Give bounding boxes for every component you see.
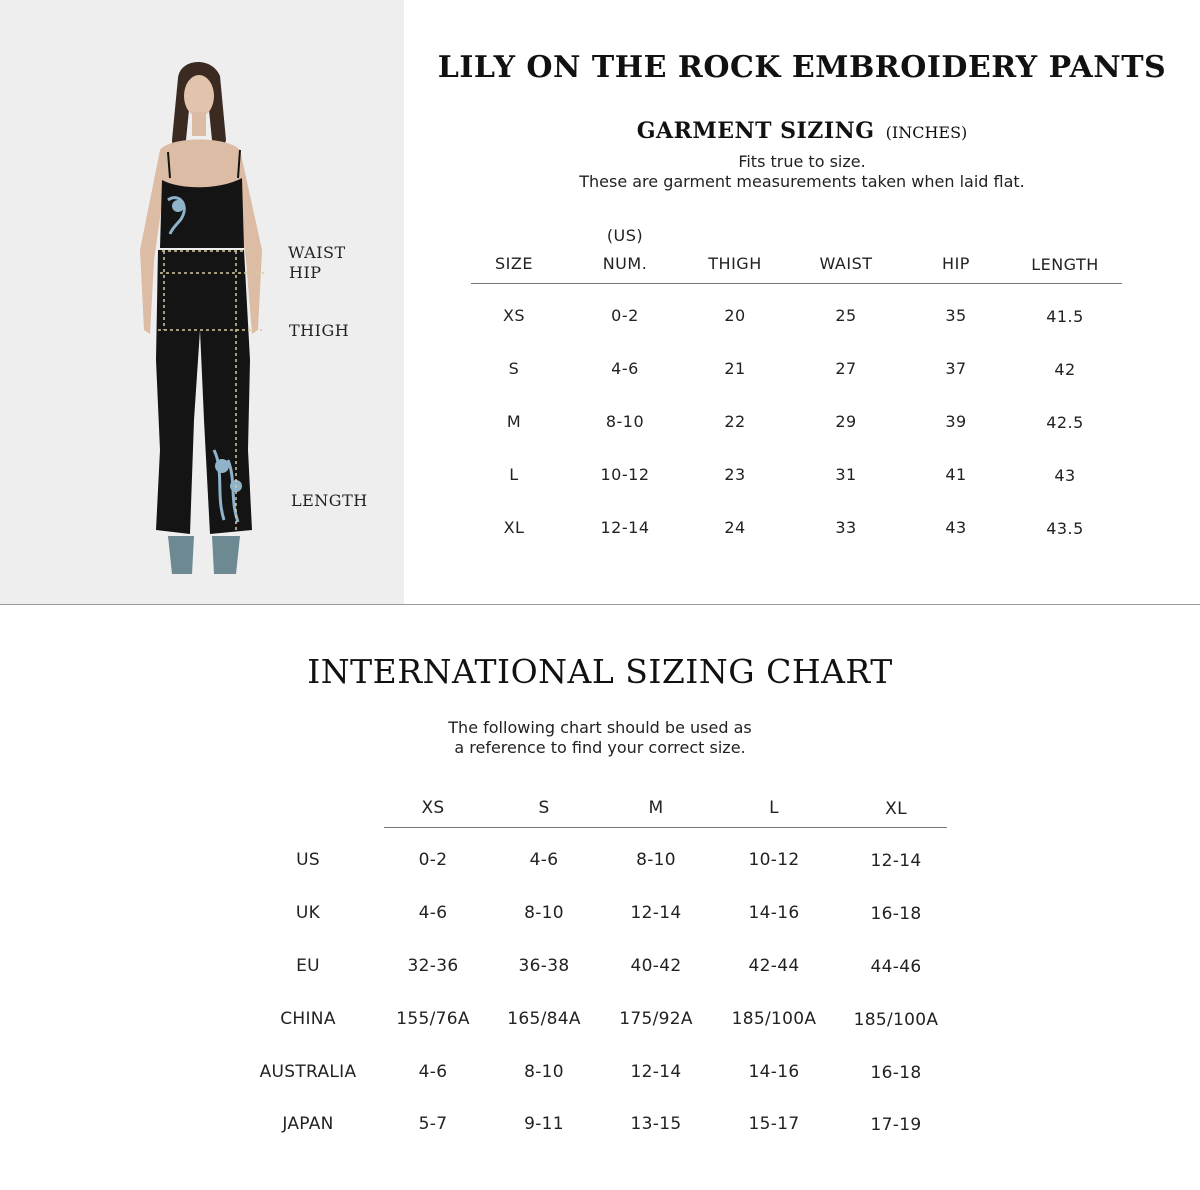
garment-cell: 10-12 [600, 465, 650, 484]
intl-header-l: L [769, 798, 779, 818]
garment-cell: 43.5 [1046, 519, 1084, 538]
international-cell: 15-17 [748, 1114, 800, 1134]
garment-note-line: Fits true to size. [738, 152, 866, 171]
intl-header-xs: XS [421, 798, 445, 818]
international-cell: 155/76A [396, 1009, 470, 1029]
garment-cell: 39 [945, 412, 967, 431]
product-title: LILY ON THE ROCK EMBROIDERY PANTS [437, 50, 1167, 85]
garment-cell: 43 [1054, 466, 1076, 485]
garment-cell: 37 [945, 359, 967, 378]
international-note-line: a reference to find your correct size. [454, 738, 746, 757]
international-cell: 14-16 [748, 903, 800, 923]
garment-cell: 41 [945, 465, 967, 484]
international-cell: 0-2 [418, 850, 448, 870]
header-length: LENGTH [1031, 255, 1099, 274]
garment-sizing-unit: (INCHES) [885, 123, 968, 142]
garment-cell: 35 [945, 306, 967, 325]
header-num: NUM. [602, 254, 648, 273]
hip-measure-label: HIP [289, 263, 322, 282]
garment-cell: 20 [724, 306, 746, 325]
international-cell: 12-14 [630, 1062, 682, 1082]
garment-cell: 8-10 [605, 412, 645, 431]
intl-header-xl: XL [885, 799, 907, 819]
garment-sizing-heading [404, 118, 1200, 144]
section-divider [0, 604, 1200, 605]
intl-header-s: S [538, 798, 550, 818]
region-label: AUSTRALIA [259, 1062, 357, 1082]
header-waist: WAIST [819, 254, 873, 273]
international-cell: 185/100A [731, 1009, 817, 1029]
international-cell: 44-46 [870, 957, 922, 977]
international-cell: 8-10 [524, 903, 564, 923]
international-cell: 165/84A [507, 1009, 581, 1029]
garment-cell: 33 [835, 518, 857, 537]
international-cell: 4-6 [418, 1062, 448, 1082]
waist-measure-label: WAIST [288, 243, 346, 262]
garment-cell: 24 [724, 518, 746, 537]
garment-cell: 29 [835, 412, 857, 431]
garment-cell: 41.5 [1046, 307, 1084, 326]
garment-cell: 42.5 [1046, 413, 1084, 432]
garment-header-rule [471, 283, 1122, 284]
international-header-rule [384, 827, 947, 828]
region-label: US [296, 850, 320, 870]
garment-cell: XL [503, 518, 525, 537]
top-garment [160, 178, 244, 248]
model-illustration [0, 0, 404, 604]
garment-cell: 42 [1054, 360, 1076, 379]
right-shoe [212, 536, 240, 574]
garment-cell: 43 [945, 518, 967, 537]
intl-header-m: M [648, 798, 664, 818]
international-cell: 4-6 [418, 903, 448, 923]
international-cell: 42-44 [748, 956, 800, 976]
international-cell: 12-14 [870, 851, 922, 871]
thigh-measure-label: THIGH [289, 321, 350, 340]
garment-cell: 25 [835, 306, 857, 325]
international-cell: 5-7 [418, 1114, 448, 1134]
international-notes [0, 718, 1200, 758]
international-cell: 4-6 [529, 850, 559, 870]
international-cell: 185/100A [853, 1010, 939, 1030]
international-cell: 10-12 [748, 850, 800, 870]
garment-cell: 31 [835, 465, 857, 484]
international-cell: 13-15 [630, 1114, 682, 1134]
header-hip: HIP [942, 254, 970, 273]
international-cell: 175/92A [619, 1009, 693, 1029]
international-cell: 32-36 [407, 956, 459, 976]
international-cell: 16-18 [870, 904, 922, 924]
region-label: UK [295, 903, 321, 923]
international-cell: 12-14 [630, 903, 682, 923]
garment-cell: M [506, 412, 522, 431]
length-measure-label: LENGTH [291, 491, 368, 510]
garment-cell: XS [502, 306, 526, 325]
header-us: (US) [606, 226, 644, 245]
garment-sizing-title: GARMENT SIZING [636, 118, 875, 144]
international-title: INTERNATIONAL SIZING CHART [307, 652, 893, 691]
garment-cell: 23 [724, 465, 746, 484]
international-cell: 8-10 [524, 1062, 564, 1082]
garment-cell: 0-2 [611, 306, 639, 325]
international-note-line: The following chart should be used as [448, 718, 752, 737]
region-label: CHINA [280, 1009, 336, 1029]
garment-cell: 12-14 [600, 518, 650, 537]
international-cell: 14-16 [748, 1062, 800, 1082]
garment-sizing-notes [404, 152, 1200, 192]
model-photo-panel [0, 0, 404, 604]
international-cell: 9-11 [524, 1114, 564, 1134]
garment-cell: 27 [835, 359, 857, 378]
garment-cell: S [508, 359, 520, 378]
garment-cell: 4-6 [611, 359, 639, 378]
garment-note-line: These are garment measurements taken when laid flat. [579, 172, 1025, 191]
region-label: JAPAN [282, 1114, 334, 1134]
left-shoe [168, 536, 194, 574]
international-cell: 17-19 [870, 1115, 922, 1135]
garment-cell: 22 [724, 412, 746, 431]
international-cell: 8-10 [636, 850, 676, 870]
international-cell: 40-42 [630, 956, 682, 976]
garment-cell: L [509, 465, 519, 484]
header-size: SIZE [495, 254, 533, 273]
region-label: EU [296, 956, 320, 976]
header-thigh: THIGH [708, 254, 762, 273]
international-cell: 16-18 [870, 1063, 922, 1083]
garment-cell: 21 [724, 359, 746, 378]
international-cell: 36-38 [518, 956, 570, 976]
